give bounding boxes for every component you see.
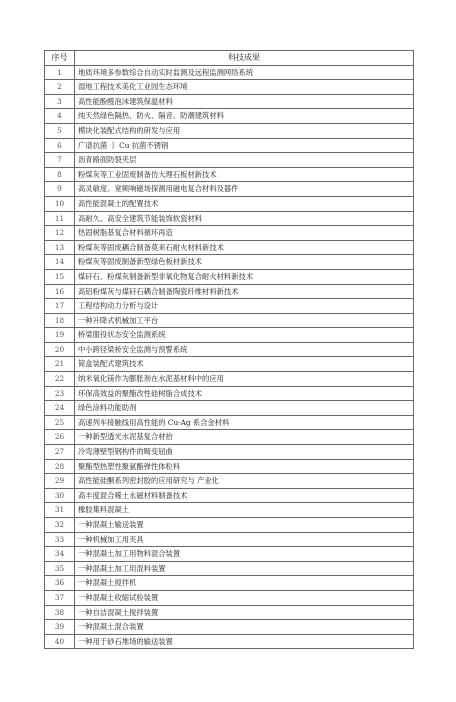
table-row bbox=[45, 342, 414, 357]
row-achievement: 高性能酚醛泡沫建筑保温材料 bbox=[75, 94, 414, 109]
row-number: 39 bbox=[45, 620, 75, 635]
table-row bbox=[45, 313, 414, 328]
header-achievement: 科技成果 bbox=[75, 51, 414, 66]
row-number: 16 bbox=[45, 284, 75, 299]
table-row bbox=[45, 430, 414, 445]
row-achievement: 粉煤灰等工业固废制备仿大理石板材新技术 bbox=[75, 167, 414, 182]
row-achievement: 一种机械加工用夹具 bbox=[75, 532, 414, 547]
row-number: 18 bbox=[45, 313, 75, 328]
row-number: 40 bbox=[45, 634, 75, 649]
table-row bbox=[45, 153, 414, 168]
table-row bbox=[45, 488, 414, 503]
table-row bbox=[45, 94, 414, 109]
row-achievement: 高性能硅酮系列密封胶的应用研究与 产业化 bbox=[75, 474, 414, 489]
row-achievement: 高铝粉煤灰与煤矸石耦合制备陶瓷纤维材料新技术 bbox=[75, 284, 414, 299]
row-number: 34 bbox=[45, 547, 75, 562]
row-number: 33 bbox=[45, 532, 75, 547]
row-achievement: 一种混凝土收缩试验装置 bbox=[75, 590, 414, 605]
row-number: 10 bbox=[45, 196, 75, 211]
row-number: 28 bbox=[45, 459, 75, 474]
row-number: 11 bbox=[45, 211, 75, 226]
row-number: 26 bbox=[45, 430, 75, 445]
table-row bbox=[45, 474, 414, 489]
table-row bbox=[45, 299, 414, 314]
table-row bbox=[45, 561, 414, 576]
table-row bbox=[45, 386, 414, 401]
row-number: 36 bbox=[45, 576, 75, 591]
row-number: 30 bbox=[45, 488, 75, 503]
row-achievement: 一种升降式机械加工平台 bbox=[75, 313, 414, 328]
table-row bbox=[45, 226, 414, 241]
row-achievement: 工程结构动力分析与设计 bbox=[75, 299, 414, 314]
row-number: 24 bbox=[45, 401, 75, 416]
row-number: 9 bbox=[45, 182, 75, 197]
row-achievement: 高速列车接触线用高性能的 Cu-Ag 系合金材料 bbox=[75, 415, 414, 430]
table-row bbox=[45, 445, 414, 460]
row-achievement: 沥青路面防裂夹层 bbox=[75, 153, 414, 168]
table-row bbox=[45, 167, 414, 182]
row-achievement: 地质环境多参数综合自动实时监测及远程监测网络系统 bbox=[75, 65, 414, 80]
row-number: 19 bbox=[45, 328, 75, 343]
table-header-row bbox=[45, 51, 414, 66]
table-row bbox=[45, 634, 414, 649]
table-row bbox=[45, 357, 414, 372]
row-achievement: 高耐久、高安全建筑节能装饰软瓷材料 bbox=[75, 211, 414, 226]
table-row bbox=[45, 590, 414, 605]
table-row bbox=[45, 415, 414, 430]
table-row bbox=[45, 269, 414, 284]
row-achievement: 一种新型透光水泥基复合材抬 bbox=[75, 430, 414, 445]
row-achievement: 桥梁服役状态安全监测系统 bbox=[75, 328, 414, 343]
row-achievement: 绿色涂料功能助剂 bbox=[75, 401, 414, 416]
table-row bbox=[45, 182, 414, 197]
row-achievement: 简盒装配式建筑技术 bbox=[75, 357, 414, 372]
row-achievement: 湿地工程技术美化工业园生态环境 bbox=[75, 80, 414, 95]
table-row bbox=[45, 328, 414, 343]
table-row bbox=[45, 109, 414, 124]
table-row bbox=[45, 459, 414, 474]
row-achievement: 纯天然绿色隔热、防火、隔音、防潮建筑材料 bbox=[75, 109, 414, 124]
table-row bbox=[45, 138, 414, 153]
row-achievement: 一种混凝土加工用物料混合装置 bbox=[75, 547, 414, 562]
table-row bbox=[45, 576, 414, 591]
table-body bbox=[45, 65, 414, 649]
row-achievement: 高灵敏度、宽频响磁场探测用磁电复合材料及器件 bbox=[75, 182, 414, 197]
row-achievement: 模块化装配式结构的研发与应用 bbox=[75, 123, 414, 138]
row-achievement: 高性能混凝土的配置技术 bbox=[75, 196, 414, 211]
table-row bbox=[45, 80, 414, 95]
row-achievement: 一种混凝土搅拌机 bbox=[75, 576, 414, 591]
row-number: 23 bbox=[45, 386, 75, 401]
row-achievement: 中小跨径梁桥安全监测与预警系统 bbox=[75, 342, 414, 357]
table-row bbox=[45, 503, 414, 518]
table-row bbox=[45, 255, 414, 270]
table-row bbox=[45, 620, 414, 635]
table-row bbox=[45, 196, 414, 211]
row-achievement: 一种混凝土输送装置 bbox=[75, 518, 414, 533]
row-number: 12 bbox=[45, 226, 75, 241]
row-number: 27 bbox=[45, 445, 75, 460]
row-number: 38 bbox=[45, 605, 75, 620]
row-number: 13 bbox=[45, 240, 75, 255]
table-row bbox=[45, 547, 414, 562]
table-row bbox=[45, 123, 414, 138]
row-achievement: 热固树脂基复合材料循环再造 bbox=[75, 226, 414, 241]
row-number: 22 bbox=[45, 372, 75, 387]
row-achievement: 粉煤灰等固废耦合制备莫来石耐火材料新技术 bbox=[75, 240, 414, 255]
row-number: 4 bbox=[45, 109, 75, 124]
row-number: 17 bbox=[45, 299, 75, 314]
row-number: 5 bbox=[45, 123, 75, 138]
row-achievement: 一种混凝土混合装置 bbox=[75, 620, 414, 635]
row-achievement: 煤矸石、粉煤灰制备新型非氧化物复合耐火材料新技术 bbox=[75, 269, 414, 284]
row-achievement: 一种用于砂石堆场的输送装置 bbox=[75, 634, 414, 649]
row-achievement: 一种混凝土加工用混料装置 bbox=[75, 561, 414, 576]
row-achievement: 聚酯型热塑性聚氨酯弹性体粒料 bbox=[75, 459, 414, 474]
row-achievement: 一种自洁混凝土搅拌装置 bbox=[75, 605, 414, 620]
results-table bbox=[44, 50, 414, 649]
row-number: 15 bbox=[45, 269, 75, 284]
table-row bbox=[45, 240, 414, 255]
header-serial: 序号 bbox=[45, 51, 75, 66]
row-achievement: 冷弯薄壁型钢构件的畸变屈曲 bbox=[75, 445, 414, 460]
row-number: 37 bbox=[45, 590, 75, 605]
row-number: 8 bbox=[45, 167, 75, 182]
table-row bbox=[45, 211, 414, 226]
row-number: 6 bbox=[45, 138, 75, 153]
row-achievement: 粉煤灰等固废制备新型绿色板材新技术 bbox=[75, 255, 414, 270]
row-achievement: 橡胶集料混凝土 bbox=[75, 503, 414, 518]
table-row bbox=[45, 605, 414, 620]
row-number: 3 bbox=[45, 94, 75, 109]
row-number: 20 bbox=[45, 342, 75, 357]
row-number: 21 bbox=[45, 357, 75, 372]
table-row bbox=[45, 284, 414, 299]
row-number: 2 bbox=[45, 80, 75, 95]
row-number: 29 bbox=[45, 474, 75, 489]
row-achievement: 环保高效益的聚酯改性硅树脂合成技术 bbox=[75, 386, 414, 401]
row-number: 35 bbox=[45, 561, 75, 576]
table-row bbox=[45, 372, 414, 387]
row-achievement: 广谱抗菌 丨 Cu 抗菌不锈钢 bbox=[75, 138, 414, 153]
table-row bbox=[45, 401, 414, 416]
row-number: 14 bbox=[45, 255, 75, 270]
row-number: 32 bbox=[45, 518, 75, 533]
row-number: 31 bbox=[45, 503, 75, 518]
row-number: 7 bbox=[45, 153, 75, 168]
row-number: 1 bbox=[45, 65, 75, 80]
row-number: 25 bbox=[45, 415, 75, 430]
row-achievement: 纳米氧化镁作为膨胀剂在水泥基材料中的应用 bbox=[75, 372, 414, 387]
row-achievement: 高丰度混合稀土永磁材料制备技术 bbox=[75, 488, 414, 503]
table-row bbox=[45, 532, 414, 547]
table-row bbox=[45, 65, 414, 80]
table-row bbox=[45, 518, 414, 533]
